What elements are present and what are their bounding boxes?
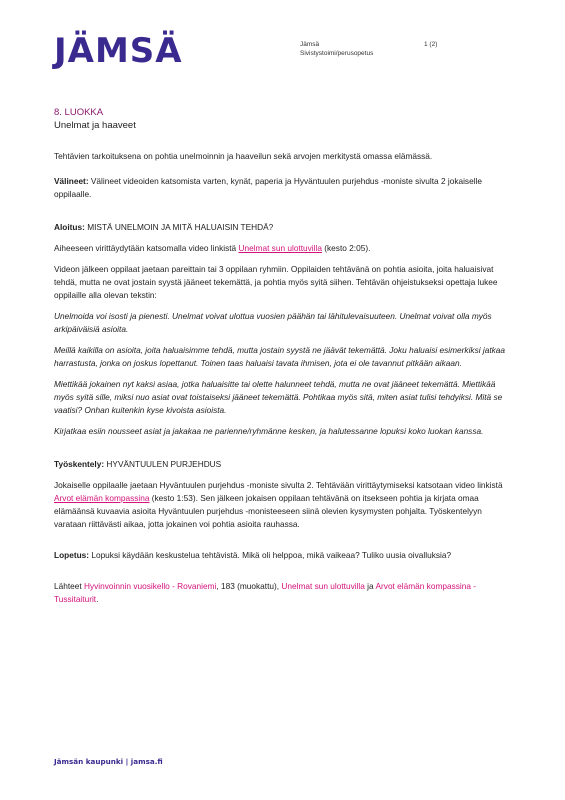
quote-paragraph-1: Unelmoida voi isosti ja pienesti. Unelmat voivat ulottua vuosien päähän tai lähitulevaisuuteen. Unelmat voivat olla myös arkipäiväisiä asioita. [54,311,492,334]
sources-mid-1: , 183 (muokattu), [216,581,282,591]
quote-paragraph-2: Meillä kaikilla on asioita, joita haluaisimme tehdä, mutta jostain syystä ne jäävät tekemättä. Joku haluaisi esimerkiksi jatkaa harrastusta, jonka on joskus lopettanut. Toinen taas haluaisi tavata ihmisen, jota ei ole tavannut pitkään aikaan. [54,345,506,368]
aloitus-instructions: Videon jälkeen oppilaat jaetaan pareittain tai 3 oppilaan ryhmiin. Oppilaiden tehtävänä on pohtia asioita, joita haluaisivat tehdä, mutta ne ovat jostain syystä jääneet tekemättä, ja pohtia myös syitä siihen. Tehtävän ohjeistukseksi opettaja lukee oppilaille alla olevan tekstin: [54,264,498,300]
spacer [54,446,516,458]
video-link-arvot[interactable]: Arvot elämän kompassina [54,493,150,503]
spacer [54,209,516,221]
sources-prefix: Lähteet [54,581,84,591]
footer-text: Jämsän kaupunki | jamsa.fi [54,757,163,766]
spacer [54,570,516,580]
header-dept: Sivistystoimi/perusopetus [300,50,374,57]
sources-paragraph [54,580,516,606]
tyoskentely-text-pre: Jokaiselle oppilaalle jaetaan Hyväntuulen purjehdus -moniste sivulta 2. Tehtävään virittäytymiseksi katsotaan video linkistä [54,480,503,490]
aloitus-intro [54,242,516,255]
document-body [54,106,516,614]
materials-text: Välineet videoiden katsomista varten, kynät, paperia ja Hyväntuulen purjehdus -moniste sivulta 2 jokaiselle oppilaalle. [54,176,482,199]
sources-mid-2: ja [364,581,376,591]
aloitus-title: MISTÄ UNELMOIN JA MITÄ HALUAISIN TEHDÄ? [84,222,274,232]
purpose-paragraph: Tehtävien tarkoituksena on pohtia unelmoinnin ja haaveilun sekä arvojen merkitystä omassa elämässä. [54,151,433,161]
materials-paragraph [54,175,516,201]
header-info [300,40,373,58]
source-link-vuosikello[interactable]: Hyvinvoinnin vuosikello - Rovaniemi [84,581,217,591]
tyoskentely-label: Työskentely: [54,459,105,469]
spacer [54,539,516,549]
quote-paragraph-3: Miettikää jokainen nyt kaksi asiaa, jotka haluaisitte tai olette halunneet tehdä, mutta ne ovat jääneet tekemättä. Miettikää myös syitä sille, miksi nuo asiat ovat toistaiseksi jääneet tekemättä. Pohtikaa myös sitä, miten asiat tulisi tehdyiksi. Mitä se vaatisi? Onhan kuitenkin kyse kivoista asioista. [54,379,503,415]
aloitus-intro-text: Aiheeseen virittäydytään katsomalla video linkistä [54,243,239,253]
tyoskentely-text-post: (kesto 1:53). Sen jälkeen jokaisen oppilaan tehtävänä on itsekseen pohtia ja kirjata omaa elämäänsä kuvaavia asioita Hyväntuulen purjehdus -monisteeseen siinä olevien kysymysten pohjalta. Työskentelyyn varataan riittävästi aikaa, jotta jokainen voi pohtia asioita rauhassa. [54,493,482,529]
page-number: 1 (2) [424,41,438,48]
materials-label: Välineet: [54,176,89,186]
lopetus-paragraph [54,549,516,562]
aloitus-label: Aloitus: [54,222,85,232]
lopetus-text: Lopuksi käydään keskustelua tehtävistä. Mikä oli helppoa, mikä vaikeaa? Tuliko uusia oivalluksia? [89,550,452,560]
tyoskentely-paragraph [54,479,516,531]
source-link-unelmat[interactable]: Unelmat sun ulottuvilla [281,581,365,591]
tyoskentely-heading [54,458,516,471]
source-link-arvot[interactable]: Arvot elämän kompassina - Tussitaiturit [54,581,477,604]
sources-suffix: . [96,594,99,604]
jamsa-logo: JÄMSÄ [54,31,183,71]
aloitus-intro-duration: (kesto 2:05). [321,243,371,253]
quote-paragraph-4: Kirjatkaa esiin nousseet asiat ja jakakaa ne parienne/ryhmänne kesken, ja halutessanne lopuksi koko luokan kanssa. [54,426,484,436]
tyoskentely-title: HYVÄNTUULEN PURJEHDUS [104,459,222,469]
video-link-unelmat[interactable]: Unelmat sun ulottuvilla [238,243,322,253]
grade-heading: 8. LUOKKA [54,107,104,118]
header-org: Jämsä [300,41,320,48]
aloitus-heading [54,221,516,234]
lopetus-label: Lopetus: [54,550,90,560]
page-title: Unelmat ja haaveet [54,120,136,131]
